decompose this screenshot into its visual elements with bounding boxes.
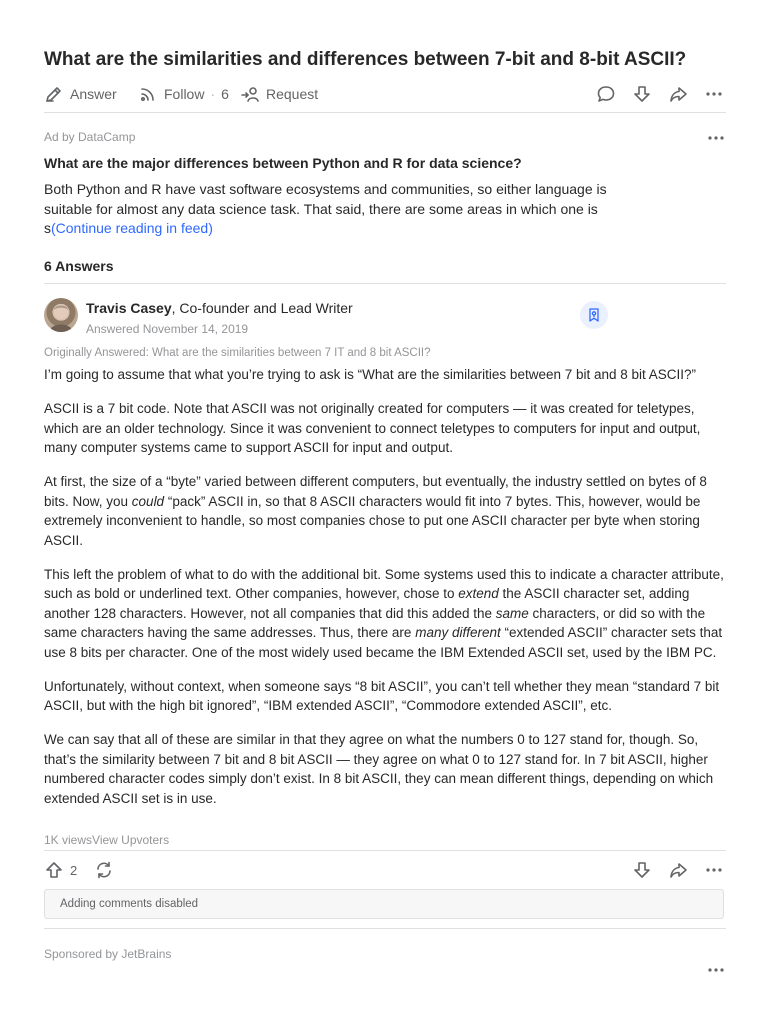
question-title[interactable]: What are the similarities and differences between 7-bit and 8-bit ASCII? <box>44 49 687 70</box>
upvote-icon <box>44 860 64 880</box>
answer-paragraph: We can say that all of these are similar in that they agree on what the numbers 0 to 127 stand for, though. So, that’s the similarity between 7 bit and 8 bit ASCII — they agree on what 0 to 127 stand for. In 7 bit ASCII, higher numbered character codes simply don’t exist. In 8 bit ASCII, they can mean different things, depending on which extended ASCII set is in use. <box>44 732 714 806</box>
answer-paragraph <box>44 472 728 550</box>
answer-more-button[interactable] <box>702 858 726 882</box>
request-label: Request <box>266 86 319 102</box>
answer-body <box>44 365 728 823</box>
request-icon <box>240 84 260 104</box>
downvote-icon <box>632 84 652 104</box>
comment-button[interactable] <box>594 82 618 106</box>
share-button[interactable] <box>666 82 690 106</box>
ad-title[interactable]: What are the major differences between Python and R for data science? <box>44 155 522 171</box>
downvote-button[interactable] <box>630 82 654 106</box>
share-icon <box>668 860 688 880</box>
author-credential: , Co-founder and Lead Writer <box>171 300 353 316</box>
question-more-button[interactable] <box>702 82 726 106</box>
comments-disabled-text: Adding comments disabled <box>60 898 199 910</box>
emphasis: extend <box>458 586 499 601</box>
rss-icon <box>138 84 158 104</box>
pencil-icon <box>44 84 64 104</box>
originally-answered[interactable]: Originally Answered: What are the similarities between 7 IT and 8 bit ASCII? <box>44 347 431 359</box>
more-icon <box>706 128 726 148</box>
downvote-icon <box>632 860 652 880</box>
author-name[interactable]: Travis Casey <box>86 300 172 316</box>
answer-button[interactable] <box>44 80 117 108</box>
divider <box>44 850 726 851</box>
answer-paragraph: Unfortunately, without context, when someone says “8 bit ASCII”, you can’t tell whether they mean “standard 7 bit ASCII, but with the high bit ignored”, “IBM extended ASCII”, “Commodore extended ASCII”, etc. <box>44 678 720 713</box>
comment-icon <box>596 84 616 104</box>
save-button[interactable] <box>580 301 608 329</box>
save-icon <box>586 307 602 323</box>
comments-disabled-box <box>44 889 724 919</box>
divider <box>44 112 726 113</box>
share-icon <box>668 84 688 104</box>
ad-label[interactable]: Ad by DataCamp <box>44 130 136 144</box>
divider <box>44 928 726 929</box>
answer-downvote-button[interactable] <box>630 858 654 882</box>
divider <box>44 283 726 284</box>
answer-paragraph: I’m going to assume that what you’re trying to ask is “What are the similarities between 7 bit and 8 bit ASCII?” <box>44 367 697 382</box>
upvote-button[interactable] <box>44 856 77 884</box>
emphasis: same <box>495 605 529 621</box>
question-action-bar <box>44 80 726 108</box>
text-run: “extended ASCII” character sets that use 8 bits per character. One of the most widely used became the IBM Extended ASCII set, used by the IBM PC. <box>44 625 723 660</box>
answer-paragraph: ASCII is a 7 bit code. Note that ASCII was not originally created for computers — it was created for teletypes, which are an older technology. Since it was convenient to connect teletypes to computers for input and output, many computer systems came to support ASCII for input and output. <box>44 401 701 455</box>
answer-share-button[interactable] <box>666 858 690 882</box>
follow-label: Follow <box>164 86 205 102</box>
continue-reading-link[interactable]: (Continue reading in feed) <box>51 220 213 236</box>
request-button[interactable] <box>240 80 318 108</box>
follow-count: 6 <box>221 86 229 102</box>
text-run: the ASCII character set, adding another 128 characters. However, not all companies that did this added the <box>44 586 690 621</box>
author-line <box>86 300 353 316</box>
avatar-image <box>44 298 78 332</box>
avatar[interactable] <box>44 298 78 332</box>
follow-separator: · <box>210 86 216 102</box>
more-icon <box>706 960 726 980</box>
text-run: At first, the size of a “byte” varied between different computers, but eventually, the industry settled on bytes of 8 bits. Now, you <box>44 474 707 509</box>
view-upvoters-link[interactable]: View Upvoters <box>92 833 170 847</box>
ad-body-text: Both Python and R have vast software ecosystems and communities, so either language is suitable for almost any data science task. That said, there are some areas in which one is s <box>44 181 607 236</box>
answered-date[interactable]: Answered November 14, 2019 <box>86 322 249 336</box>
text-run: characters, or did so with the same characters having the same addresses. Thus, there are <box>44 605 706 640</box>
follow-button[interactable] <box>138 80 229 108</box>
upvote-count: 2 <box>70 862 78 878</box>
emphasis: many different <box>415 625 501 640</box>
more-icon <box>704 860 724 880</box>
answer-vote-bar <box>44 856 726 884</box>
more-icon <box>704 84 724 104</box>
sponsored-more-button[interactable] <box>704 958 728 982</box>
sponsored-label[interactable]: Sponsored by JetBrains <box>44 947 172 961</box>
answer-stats <box>44 833 169 847</box>
text-run: This left the problem of what to do with the additional bit. Some systems used this to indicate a character attribute, such as bold or underlined text. Other companies, however, chose to <box>44 566 724 601</box>
reshare-button[interactable] <box>92 858 116 882</box>
answer-label: Answer <box>70 86 117 102</box>
reshare-icon <box>94 860 114 880</box>
ad-body <box>44 180 624 239</box>
ad-more-button[interactable] <box>704 126 728 150</box>
emphasis: could <box>131 493 165 509</box>
answers-count-heading: 6 Answers <box>44 258 114 274</box>
views-count: 1K views <box>44 833 93 847</box>
answer-paragraph <box>44 565 728 663</box>
text-run: “pack” ASCII in, so that 8 ASCII characters would fit into 7 bytes. This, however, would be extremely inconvenient to handle, so most companies chose to put one ASCII character per byte when storing ASCII. <box>44 493 701 548</box>
